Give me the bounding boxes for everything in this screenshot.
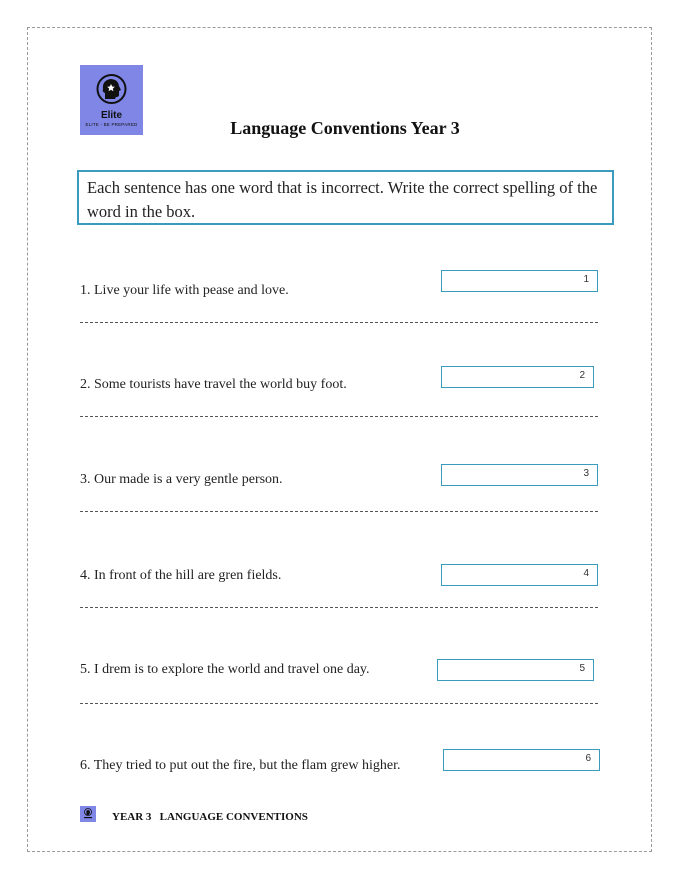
- page-border: [27, 27, 652, 852]
- question-divider: [80, 416, 598, 417]
- question-3-text: 3. Our made is a very gentle person.: [80, 472, 283, 487]
- footer-logo-icon: [80, 806, 96, 822]
- box-number-2: 2: [579, 370, 585, 381]
- answer-box-2[interactable]: [441, 366, 594, 388]
- elite-logo: [80, 65, 143, 135]
- question-divider: [80, 703, 598, 704]
- answer-box-5[interactable]: [437, 659, 594, 681]
- question-divider: [80, 607, 598, 608]
- answer-box-4[interactable]: [441, 564, 598, 586]
- instruction-box: [77, 170, 614, 225]
- logo-name: Elite: [100, 110, 123, 121]
- question-1-text: 1. Live your life with pease and love.: [80, 283, 289, 298]
- question-divider: [80, 322, 598, 323]
- answer-box-6[interactable]: [443, 749, 600, 771]
- box-number-6: 6: [585, 753, 591, 764]
- question-divider: [80, 511, 598, 512]
- box-number-4: 4: [583, 568, 589, 579]
- question-5-text: 5. I drem is to explore the world and travel one day.: [80, 662, 370, 677]
- question-2-text: 2. Some tourists have travel the world buy foot.: [80, 377, 347, 392]
- box-number-5: 5: [579, 663, 585, 674]
- logo-tagline: ELITE - BE PREPARED: [85, 122, 138, 127]
- box-number-3: 3: [583, 468, 589, 479]
- footer-text: YEAR 3 LANGUAGE CONVENTIONS: [112, 811, 308, 823]
- question-6-text: 6. They tried to put out the fire, but the flam grew higher.: [80, 758, 401, 773]
- page-title: Language Conventions Year 3: [230, 118, 460, 138]
- answer-box-1[interactable]: [441, 270, 598, 292]
- box-number-1: 1: [583, 274, 589, 285]
- question-4-text: 4. In front of the hill are gren fields.: [80, 568, 282, 583]
- answer-box-3[interactable]: [441, 464, 598, 486]
- instruction-text: Each sentence has one word that is incorrect. Write the correct spelling of the word in the box.: [87, 178, 598, 221]
